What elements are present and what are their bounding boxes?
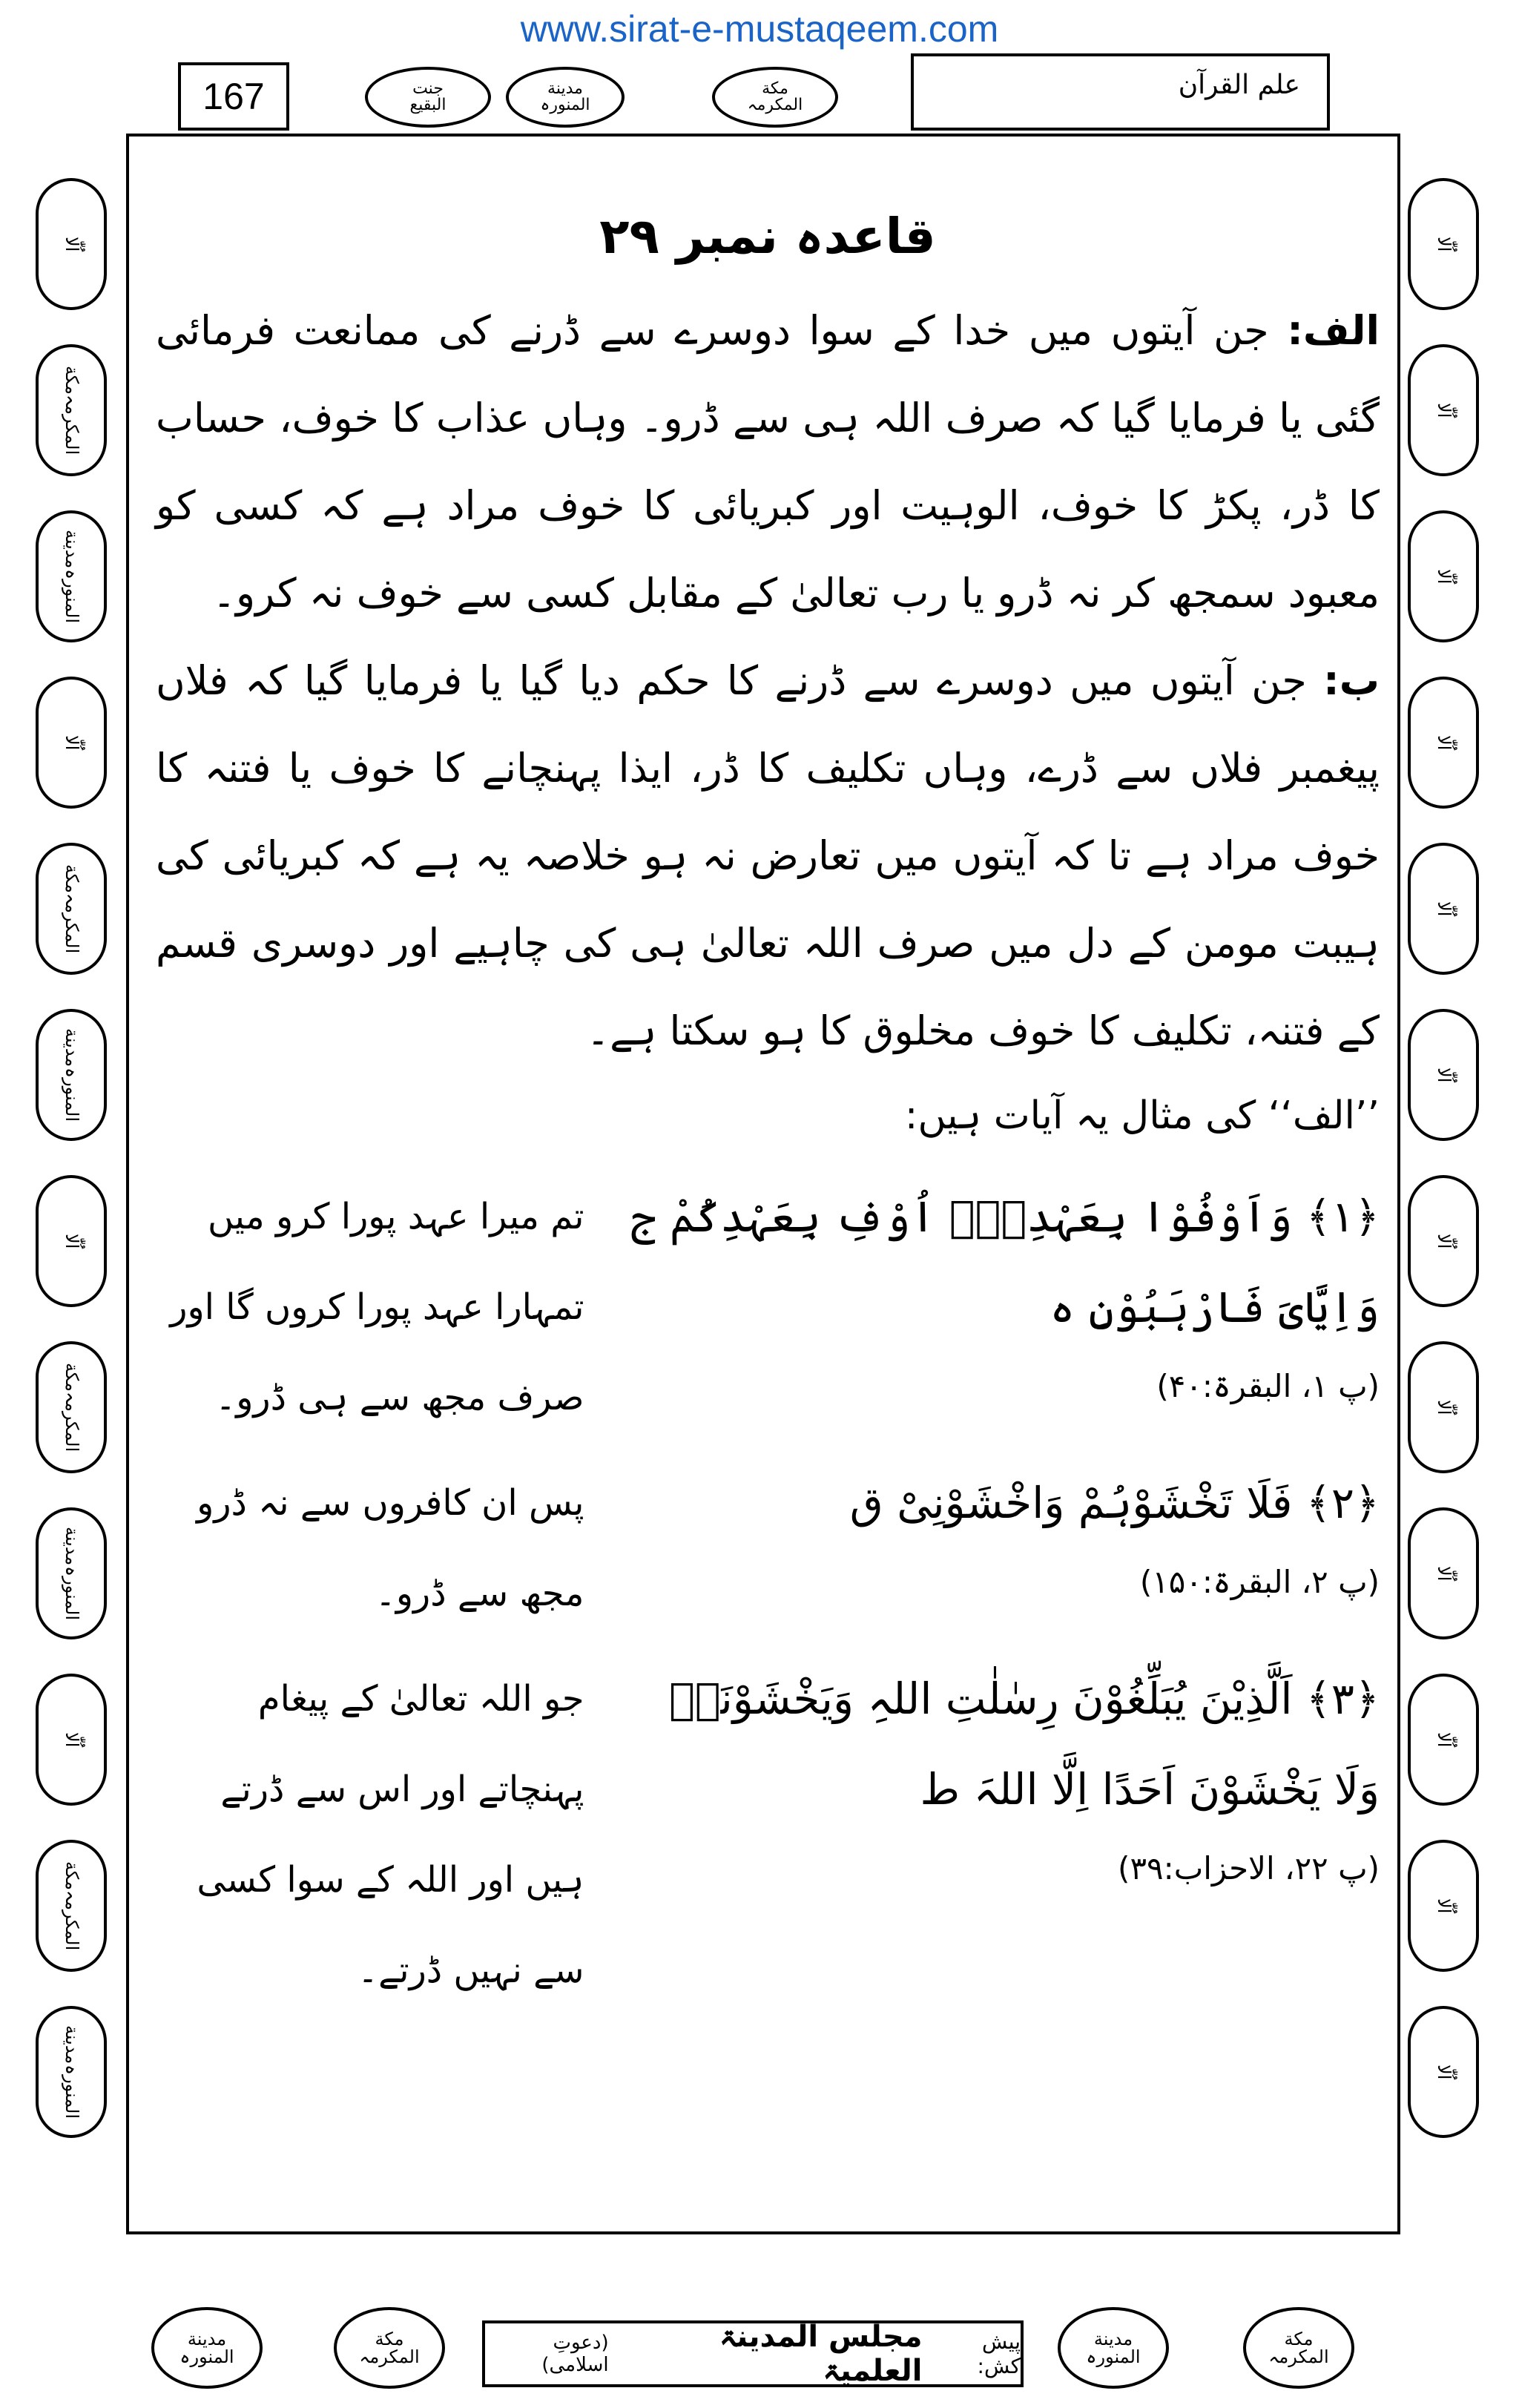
verse-3-translation: جو اللہ تعالیٰ کے پیغام پہنچاتے اور اس سے ڈرتے ہیں اور اللہ کے سوا کسی سے نہیں ڈرتے۔	[197, 1678, 584, 1991]
side-medallion-right	[1408, 677, 1479, 809]
paragraph-alif-label: الف:	[1287, 307, 1380, 354]
medallion-line: مدینة	[61, 1028, 82, 1068]
verse-3-reference: (پ ۲۲، الاحزاب:۳۹)	[1118, 1850, 1380, 1886]
side-medallion-right	[1408, 510, 1479, 642]
side-medallion-left	[36, 1009, 107, 1141]
seal-line: مکة	[762, 79, 788, 98]
side-medallion-right	[1408, 1507, 1479, 1639]
medallion-line: اُلّٰا	[61, 1233, 82, 1249]
verse-1-reference: (پ ۱، البقرۃ:۴۰)	[1156, 1368, 1380, 1404]
side-medallion-right	[1408, 1840, 1479, 1972]
medallion-line: مکة	[61, 1362, 82, 1392]
medallion-line: مدینة	[61, 1527, 82, 1566]
medallion-line: مکة	[61, 863, 82, 893]
medallion-line: المنورہ	[61, 1067, 82, 1122]
verse-2-reference: (پ ۲، البقرۃ:۱۵۰)	[1139, 1564, 1380, 1600]
footer-seal-makkah-2	[1243, 2307, 1354, 2389]
verse-1	[156, 1171, 1380, 1443]
medallion-line: اُلّٰا	[61, 236, 82, 252]
medallion-line: المکرمہ	[61, 1391, 82, 1453]
medallion-line: مدینة	[61, 2025, 82, 2065]
left-medallion-rail	[36, 178, 113, 2172]
side-medallion-left	[36, 1674, 107, 1806]
paragraph-alif-text: جن آیتوں میں خدا کے سوا دوسرے سے ڈرنے کی ممانعت فرمائی گئی یا فرمایا گیا کہ صرف اللہ ہی سے ڈرو۔ وہاں عذاب کا خوف، حساب کا ڈر، پکڑ کا خوف، الوہیت اور کبریائی کا خوف مراد ہے کہ کسی کو معبود سمجھ کر نہ ڈرو یا رب تعالیٰ کے مقابل کسی سے خوف نہ کرو۔	[156, 307, 1380, 616]
medallion-line: المکرمہ	[61, 394, 82, 455]
side-medallion-right	[1408, 2006, 1479, 2138]
medallion-line: اُلّٰا	[1433, 236, 1454, 252]
seal-line: مدینة	[187, 2329, 227, 2349]
rule-heading: قاعدہ نمبر ۲۹	[599, 208, 936, 265]
medallion-line: اُلّٰا	[1433, 1898, 1454, 1914]
publisher-banner	[482, 2320, 1024, 2387]
site-url-link[interactable]: www.sirat-e-mustaqeem.com	[520, 8, 999, 50]
publisher-name: مجلس المدینۃ العلمیۃ	[719, 2320, 923, 2388]
paragraph-alif	[156, 287, 1380, 637]
seal-line: البقیع	[409, 96, 447, 114]
verse-2-arabic: ﴿۲﴾ فَلَا تَخْشَوْہُمْ وَاخْشَوْنِیْ ق	[849, 1478, 1380, 1528]
medallion-line: مکة	[61, 365, 82, 395]
verse-1-arabic: ﴿۱﴾ وَاَوْفُوْا بِعَہْدِیْۤ اُوْفِ بِعَہْدِکُمْ ج وَاِیَّایَ فَارْہَبُوْنِ ہ	[630, 1191, 1380, 1332]
side-medallion-right	[1408, 1009, 1479, 1141]
medallion-line: اُلّٰا	[1433, 1399, 1454, 1415]
side-medallion-right	[1408, 843, 1479, 975]
seal-line: المنورہ	[179, 2346, 234, 2367]
header-seal-madina	[506, 67, 625, 128]
medallion-line: المنورہ	[61, 1565, 82, 1620]
verse-3-arabic-block	[621, 1654, 1380, 2016]
side-medallion-left	[36, 843, 107, 975]
main-content	[156, 171, 1380, 2016]
medallion-line: اُلّٰا	[1433, 1067, 1454, 1083]
verse-1-arabic-block	[621, 1171, 1380, 1443]
side-medallion-left	[36, 1507, 107, 1639]
verse-1-translation: تم میرا عہد پورا کرو میں تمہارا عہد پورا کروں گا اور صرف مجھ سے ہی ڈرو۔	[170, 1196, 584, 1418]
seal-line: المنورہ	[1086, 2346, 1141, 2367]
medallion-line: اُلّٰا	[1433, 568, 1454, 585]
side-medallion-left	[36, 2006, 107, 2138]
medallion-line: اُلّٰا	[1433, 901, 1454, 917]
verse-2	[156, 1458, 1380, 1639]
header-seal-baqee	[365, 67, 491, 128]
side-medallion-left	[36, 178, 107, 310]
right-medallion-rail	[1408, 178, 1485, 2172]
verse-3-arabic: ﴿۳﴾ اَلَّذِیْنَ یُبَلِّغُوْنَ رِسٰلٰتِ اللہِ وَیَخْشَوْنَہٗ وَلَا یَخْشَوْنَ اَحَدًا اِلَّا اللہَ ط	[669, 1674, 1380, 1815]
footer-seal-madina-2	[1058, 2307, 1169, 2389]
verse-2-arabic-block	[621, 1458, 1380, 1639]
medallion-line: مدینة	[61, 530, 82, 569]
medallion-line: اُلّٰا	[61, 1731, 82, 1748]
seal-line: جنت	[412, 79, 444, 98]
seal-line: مدینة	[1093, 2329, 1133, 2349]
side-medallion-right	[1408, 1674, 1479, 1806]
paragraph-be	[156, 637, 1380, 1075]
side-medallion-left	[36, 1175, 107, 1307]
side-medallion-left	[36, 1840, 107, 1972]
publisher-sub: (دعوتِ اسلامی)	[541, 2332, 609, 2376]
examples-intro: ’’الف‘‘ کی مثال یہ آیات ہیں:	[904, 1093, 1380, 1138]
medallion-line: اُلّٰا	[1433, 402, 1454, 418]
side-medallion-right	[1408, 1175, 1479, 1307]
footer-seal-madina-1	[151, 2307, 263, 2389]
medallion-line: اُلّٰا	[1433, 1233, 1454, 1249]
medallion-line: اُلّٰا	[1433, 1565, 1454, 1582]
verse-3	[156, 1654, 1380, 2016]
footer-seal-makkah-1	[334, 2307, 445, 2389]
medallion-line: المکرمہ	[61, 1889, 82, 1951]
side-medallion-left	[36, 510, 107, 642]
side-medallion-right	[1408, 1341, 1479, 1473]
presented-by-label: پیش کش:	[977, 2329, 1021, 2378]
seal-line: المنورہ	[540, 96, 590, 114]
seal-line: المکرمہ	[1268, 2346, 1329, 2367]
side-medallion-left	[36, 677, 107, 809]
medallion-line: المکرمہ	[61, 892, 82, 954]
seal-line: المکرمہ	[747, 96, 803, 114]
seal-line: مدینة	[547, 79, 583, 98]
side-medallion-right	[1408, 344, 1479, 476]
side-medallion-right	[1408, 178, 1479, 310]
side-medallion-left	[36, 344, 107, 476]
medallion-line: اُلّٰا	[1433, 2064, 1454, 2080]
page-number: 167	[178, 62, 289, 131]
paragraph-be-label: ب:	[1323, 657, 1380, 704]
medallion-line: المنورہ	[61, 2064, 82, 2119]
seal-line: مکة	[1284, 2329, 1314, 2349]
book-title-box	[911, 53, 1330, 131]
medallion-line: مکة	[61, 1861, 82, 1890]
side-medallion-left	[36, 1341, 107, 1473]
header-seal-makkah	[712, 67, 838, 128]
medallion-line: اُلّٰا	[1433, 734, 1454, 751]
seal-line: مکة	[375, 2329, 404, 2349]
verse-2-translation: پس ان کافروں سے نہ ڈرو مجھ سے ڈرو۔	[197, 1482, 584, 1614]
medallion-line: اُلّٰا	[61, 734, 82, 751]
book-title: علم القرآن	[1178, 70, 1300, 100]
medallion-line: اُلّٰا	[1433, 1731, 1454, 1748]
paragraph-be-text: جن آیتوں میں دوسرے سے ڈرنے کا حکم دیا گیا یا فرمایا گیا کہ فلاں پیغمبر فلاں سے ڈرے، وہاں تکلیف کا ڈر، ایذا پہنچانے کا خوف یا فتنہ کا خوف مراد ہے تا کہ آیتوں میں تعارض نہ ہو خلاصہ یہ ہے کہ کبریائی کی ہیبت مومن کے دل میں صرف اللہ تعالیٰ ہی کی چاہیے اور دوسری قسم کے فتنہ، تکلیف کا خوف مخلوق کا ہو سکتا ہے۔	[156, 657, 1380, 1054]
seal-line: المکرمہ	[359, 2346, 420, 2367]
medallion-line: المنورہ	[61, 568, 82, 623]
